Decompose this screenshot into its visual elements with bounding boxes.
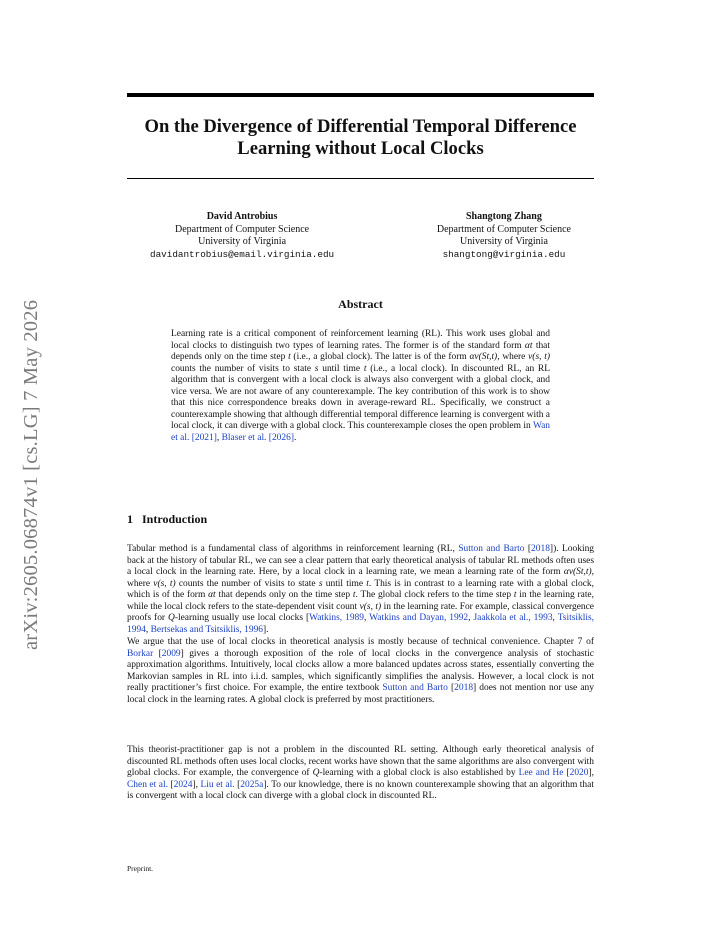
author-affiliation: University of Virginia xyxy=(198,236,287,247)
citation-link[interactable]: Jaakkola et al., 1993 xyxy=(473,613,553,623)
author-name: David Antrobius xyxy=(206,211,278,222)
paper-title: On the Divergence of Differential Temporal Difference Learning without Local Clocks xyxy=(144,116,577,159)
citation-link[interactable]: 2018 xyxy=(454,683,474,693)
citation-link[interactable]: Chen et al. xyxy=(127,779,168,790)
citation-link[interactable]: 2018 xyxy=(531,544,550,554)
citation-link[interactable]: Tsitsiklis, 1994 xyxy=(127,613,594,635)
author-department: Department of Computer Science xyxy=(436,223,571,235)
intro-paragraph-3: This theorist-practitioner gap is not a problem in the discounted RL setting. Although early theoretical analysis of discounted RL methods often uses local clocks, recent works have shown that the same algorithms are also convergent with global clocks. For example, the convergence of Q-learning with a global clock is also established by Lee and He [2020], Chen et al. [2024], Liu et al. [2025a]. To our knowledge, there is no known counterexample showing that an algorithm that is convergent with a local clock can diverge with a global clock in discounted RL. xyxy=(127,745,594,801)
footer-note: Preprint. xyxy=(127,864,154,873)
author-affiliation: University of Virginia xyxy=(459,236,548,247)
citation-link[interactable]: Bertsekas and Tsitsiklis, 1996 xyxy=(150,624,264,635)
author-block xyxy=(150,211,571,261)
citation-link[interactable]: 2024 xyxy=(173,779,193,790)
intro-paragraph-2: We argue that the use of local clocks in theoretical analysis is mostly because of technical convenience. Chapter 7 of Borkar [2009] gives a thorough exposition of the role of local clocks in the convergence analysis of stochastic approximation algorithms. Intuitively, local clocks allow a more balanced updates across states, essentially converting the Markovian samples in RL into i.i.d. samples, which significantly simplifies the analysis. However, a local clock is not really practitioner’s first choice. For example, the entire textbook Sutton and Barto [2018] does not mention nor use any local clock in the learning rates. A global clock is preferred by most practitioners. xyxy=(127,637,594,705)
citation-link[interactable]: Borkar xyxy=(127,648,154,659)
author-name: Shangtong Zhang xyxy=(466,211,542,222)
arxiv-identifier-stamp: arXiv:2605.06874v1 [cs.LG] 7 May 2026 xyxy=(20,299,42,650)
citation-link[interactable]: Lee and He xyxy=(518,768,564,778)
author-1 xyxy=(150,211,334,261)
author-department: Department of Computer Science xyxy=(174,223,310,235)
citation-link[interactable]: Watkins and Dayan, 1992 xyxy=(369,613,469,623)
citation-link[interactable]: Liu et al. xyxy=(200,779,235,790)
citation-link[interactable]: 2009 xyxy=(161,648,181,659)
author-email[interactable]: davidantrobius@email.virginia.edu xyxy=(150,248,335,260)
title-bottom-rule xyxy=(127,178,594,179)
abstract-heading: Abstract xyxy=(338,297,383,311)
citation-link[interactable]: Sutton and Barto xyxy=(382,683,448,693)
citation-link[interactable]: Sutton and Barto xyxy=(458,544,525,554)
author-email[interactable]: shangtong@virginia.edu xyxy=(442,248,566,260)
title-top-rule xyxy=(127,93,594,97)
citation-link[interactable]: 2020 xyxy=(569,768,589,778)
citation-link[interactable]: Blaser et al. [2026] xyxy=(221,432,294,443)
citation-link[interactable]: Wan et al. [2021] xyxy=(171,421,550,443)
citation-link[interactable]: 2025a xyxy=(240,779,264,790)
abstract-text: Learning rate is a critical component of reinforcement learning (RL). This work uses global and local clocks to distinguish two types of learning rates. The former is of the standard form αt that depends only on the time step t (i.e., a global clock). The latter is of the form αν(St,t), where ν(s, t) counts the number of visits to state s until time t (i.e., a local clock). In discounted RL, an RL algorithm that is convergent with a local clock is always also convergent with a global clock, and vice versa. We are not aware of any counterexample. The key contribution of this work is to show that this nice correspondence breaks down in average-reward RL. Specifically, we construct a counterexample showing that although differential temporal difference learning is convergent with a local clock, it can diverge with a global clock. This counterexample closes the open problem in Wan et al. [2021], Blaser et al. [2026]. xyxy=(171,329,550,443)
author-2 xyxy=(437,211,571,261)
intro-paragraph-1: Tabular method is a fundamental class of algorithms in reinforcement learning (RL, Sutton and Barto [2018]). Looking back at the history of tabular RL, we can see a clear pattern that early theoretical analysis of tabular RL methods often uses a local clock in the learning rate. Here, by a local clock in a learning rate, we mean a learning rate of the form αν(St,t), where ν(s, t) counts the number of visits to state s until time t. This is in contrast to a learning rate with a global clock, which is of the form αt that depends only on the time step t. The global clock refers to the time step t in the learning rate, while the local clock refers to the state-dependent visit count ν(s, t) in the learning rate. For example, classical convergence proofs for Q-learning usually use local clocks [Watkins, 1989, Watkins and Dayan, 1992, Jaakkola et al., 1993, Tsitsiklis, 1994, Bertsekas and Tsitsiklis, 1996]. xyxy=(127,544,595,635)
section-heading-introduction: 1 Introduction xyxy=(127,512,208,526)
citation-link[interactable]: Watkins, 1989 xyxy=(309,613,364,623)
